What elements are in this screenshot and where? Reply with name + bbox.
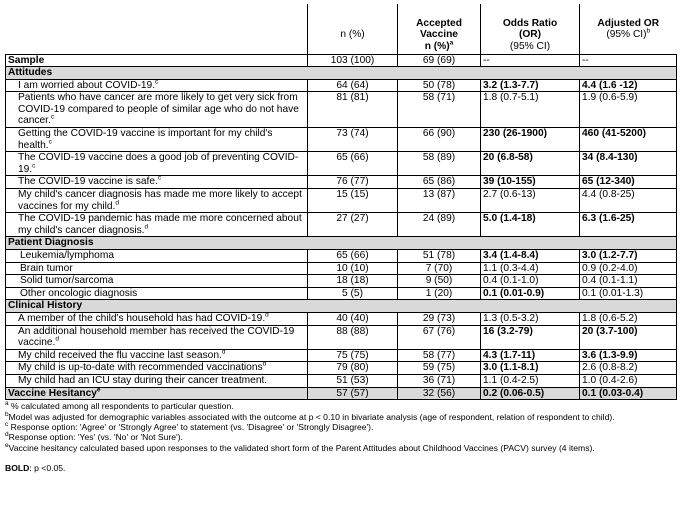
sample-or: -- [481,54,580,67]
table-row [6,362,677,375]
row-odds-ratio: 1.8 (0.7-5.1) [481,92,580,128]
row-n: 40 (40) [308,312,398,325]
table-row [6,152,677,176]
row-label: My child is up-to-date with recommended vaccinations$^d$ [6,362,308,375]
table-row [6,287,677,300]
row-accepted: 51 (78) [398,250,481,263]
row-accepted: 67 (76) [398,325,481,349]
row-adjusted-or: 2.6 (0.8-8.2) [580,362,677,375]
footnote: $^d$Response option: 'Yes' (vs. 'No' or 'Not Sure'). [5,431,183,443]
hesitancy-n: 57 (57) [308,387,398,400]
hesitancy-label: Vaccine Hesitancy$^e$ [6,387,308,400]
table-row [6,349,677,362]
row-n: 27 (27) [308,213,398,237]
table-row [6,374,677,387]
row-odds-ratio: 230 (26-1900) [481,128,580,152]
table-row [6,176,677,189]
table-row [6,213,677,237]
table-header-row [6,4,677,54]
row-odds-ratio: 1.1 (0.4-2.5) [481,374,580,387]
row-n: 65 (66) [308,152,398,176]
row-n: 79 (80) [308,362,398,375]
row-odds-ratio: 1.1 (0.3-4.4) [481,262,580,275]
section-attitudes [6,67,677,80]
row-label: My child's cancer diagnosis has made me more likely to accept vaccines for my child.$^d$ [6,189,308,213]
sample-row [6,54,677,67]
row-accepted: 58 (89) [398,152,481,176]
row-adjusted-or: 3.6 (1.3-9.9) [580,349,677,362]
row-label: I am worried about COVID-19.$^c$ [6,79,308,92]
results-table [5,4,677,400]
row-adjusted-or: 6.3 (1.6-25) [580,213,677,237]
row-n: 65 (66) [308,250,398,263]
row-odds-ratio: 16 (3.2-79) [481,325,580,349]
row-n: 10 (10) [308,262,398,275]
header-blank [6,4,308,54]
row-odds-ratio: 3.0 (1.1-8.1) [481,362,580,375]
row-label: Leukemia/lymphoma [6,250,308,263]
hesitancy-accepted: 32 (56) [398,387,481,400]
sample-label: Sample [6,54,308,67]
section-clinical-history [6,300,677,313]
footnote: $^a$ % calculated among all respondents to particular question. [5,400,234,412]
row-label: The COVID-19 pandemic has made me more concerned about my child's cancer diagnosis.$^d$ [6,213,308,237]
row-label: The COVID-19 vaccine does a good job of preventing COVID-19.$^c$ [6,152,308,176]
row-adjusted-or: 1.0 (0.4-2.6) [580,374,677,387]
row-adjusted-or: 4.4 (1.6 -12) [580,79,677,92]
section-patient-diagnosis [6,237,677,250]
row-label: Solid tumor/sarcoma [6,275,308,288]
row-n: 15 (15) [308,189,398,213]
table-row [6,92,677,128]
row-accepted: 59 (75) [398,362,481,375]
row-odds-ratio: 4.3 (1.7-11) [481,349,580,362]
hesitancy-or: 0.2 (0.06-0.5) [481,387,580,400]
section-history-title: Clinical History [6,300,677,313]
row-label: The COVID-19 vaccine is safe.$^c$ [6,176,308,189]
row-adjusted-or: 0.9 (0.2-4.0) [580,262,677,275]
row-adjusted-or: 3.0 (1.2-7.7) [580,250,677,263]
footnote: $^c$ Response option: 'Agree' or 'Strongly Agree' to statement (vs. 'Disagree' or 'Strongly Disagree'). [5,421,374,432]
row-label: An additional household member has received the COVID-19 vaccine.$^d$ [6,325,308,349]
row-label: My child had an ICU stay during their cancer treatment. [6,374,308,387]
row-accepted: 13 (87) [398,189,481,213]
table-row [6,312,677,325]
row-adjusted-or: 20 (3.7-100) [580,325,677,349]
header-adjusted-or: Adjusted OR (95% CI)$^b$ [597,17,660,41]
section-attitudes-title: Attitudes [6,67,677,80]
row-label: Brain tumor [6,262,308,275]
row-odds-ratio: 0.4 (0.1-1.0) [481,275,580,288]
row-accepted: 65 (86) [398,176,481,189]
sample-aor: -- [580,54,677,67]
row-accepted: 66 (90) [398,128,481,152]
header-odds-ratio: Odds Ratio (OR) (95% CI) [481,4,580,54]
table-row [6,189,677,213]
row-adjusted-or: 1.8 (0.6-5.2) [580,312,677,325]
results-table-container [5,4,676,473]
footnote: $^e$Vaccine hesitancy calculated based upon responses to the validated short form of the Parent Attitudes about Childhood Vaccines (PACV) survey (4 items). [5,441,595,453]
row-accepted: 1 (20) [398,287,481,300]
row-accepted: 24 (89) [398,213,481,237]
row-accepted: 50 (78) [398,79,481,92]
row-adjusted-or: 34 (8.4-130) [580,152,677,176]
row-n: 51 (53) [308,374,398,387]
section-diagnosis-title: Patient Diagnosis [6,237,677,250]
sample-n: 103 (100) [308,54,398,67]
row-odds-ratio: 1.3 (0.5-3.2) [481,312,580,325]
row-odds-ratio: 3.2 (1.3-7.7) [481,79,580,92]
row-odds-ratio: 3.4 (1.4-8.4) [481,250,580,263]
row-adjusted-or: 0.1 (0.01-1.3) [580,287,677,300]
footnote: $^b$Model was adjusted for demographic variables associated with the outcome at p < 0.10 in bivariate analysis (age of respondent, relation of respondent to child). [5,410,615,422]
row-odds-ratio: 0.1 (0.01-0.9) [481,287,580,300]
row-adjusted-or: 460 (41-5200) [580,128,677,152]
table-row [6,79,677,92]
row-odds-ratio: 39 (10-155) [481,176,580,189]
hesitancy-aor: 0.1 (0.03-0.4) [580,387,677,400]
header-accepted: Accepted Vaccine n (%)$^a$ [398,4,481,54]
sample-accepted: 69 (69) [398,54,481,67]
row-accepted: 9 (50) [398,275,481,288]
footnotes [5,401,676,453]
row-accepted: 36 (71) [398,374,481,387]
table-row [6,250,677,263]
row-n: 81 (81) [308,92,398,128]
row-n: 73 (74) [308,128,398,152]
row-label: Other oncologic diagnosis [6,287,308,300]
row-label: My child received the flu vaccine last season.$^d$ [6,349,308,362]
vaccine-hesitancy-row [6,387,677,400]
row-accepted: 29 (73) [398,312,481,325]
table-row [6,128,677,152]
row-label: Getting the COVID-19 vaccine is important for my child's health.$^c$ [6,128,308,152]
row-accepted: 58 (77) [398,349,481,362]
row-n: 88 (88) [308,325,398,349]
row-n: 76 (77) [308,176,398,189]
row-adjusted-or: 4.4 (0.8-25) [580,189,677,213]
row-odds-ratio: 2.7 (0.6-13) [481,189,580,213]
row-adjusted-or: 0.4 (0.1-1.1) [580,275,677,288]
row-label: Patients who have cancer are more likely to get very sick from COVID-19 compared to people of similar age who do not have cancer.$^c$ [6,92,308,128]
table-row [6,262,677,275]
row-adjusted-or: 65 (12-340) [580,176,677,189]
bold-note: BOLD: p <0.05. [5,463,66,474]
row-label: A member of the child's household has had COVID-19.$^d$ [6,312,308,325]
table-row [6,275,677,288]
row-n: 64 (64) [308,79,398,92]
table-row [6,325,677,349]
row-accepted: 58 (71) [398,92,481,128]
row-n: 75 (75) [308,349,398,362]
header-n: n (%) [308,4,398,54]
row-accepted: 7 (70) [398,262,481,275]
row-odds-ratio: 20 (6.8-58) [481,152,580,176]
row-adjusted-or: 1.9 (0.6-5.9) [580,92,677,128]
row-n: 5 (5) [308,287,398,300]
row-n: 18 (18) [308,275,398,288]
row-odds-ratio: 5.0 (1.4-18) [481,213,580,237]
